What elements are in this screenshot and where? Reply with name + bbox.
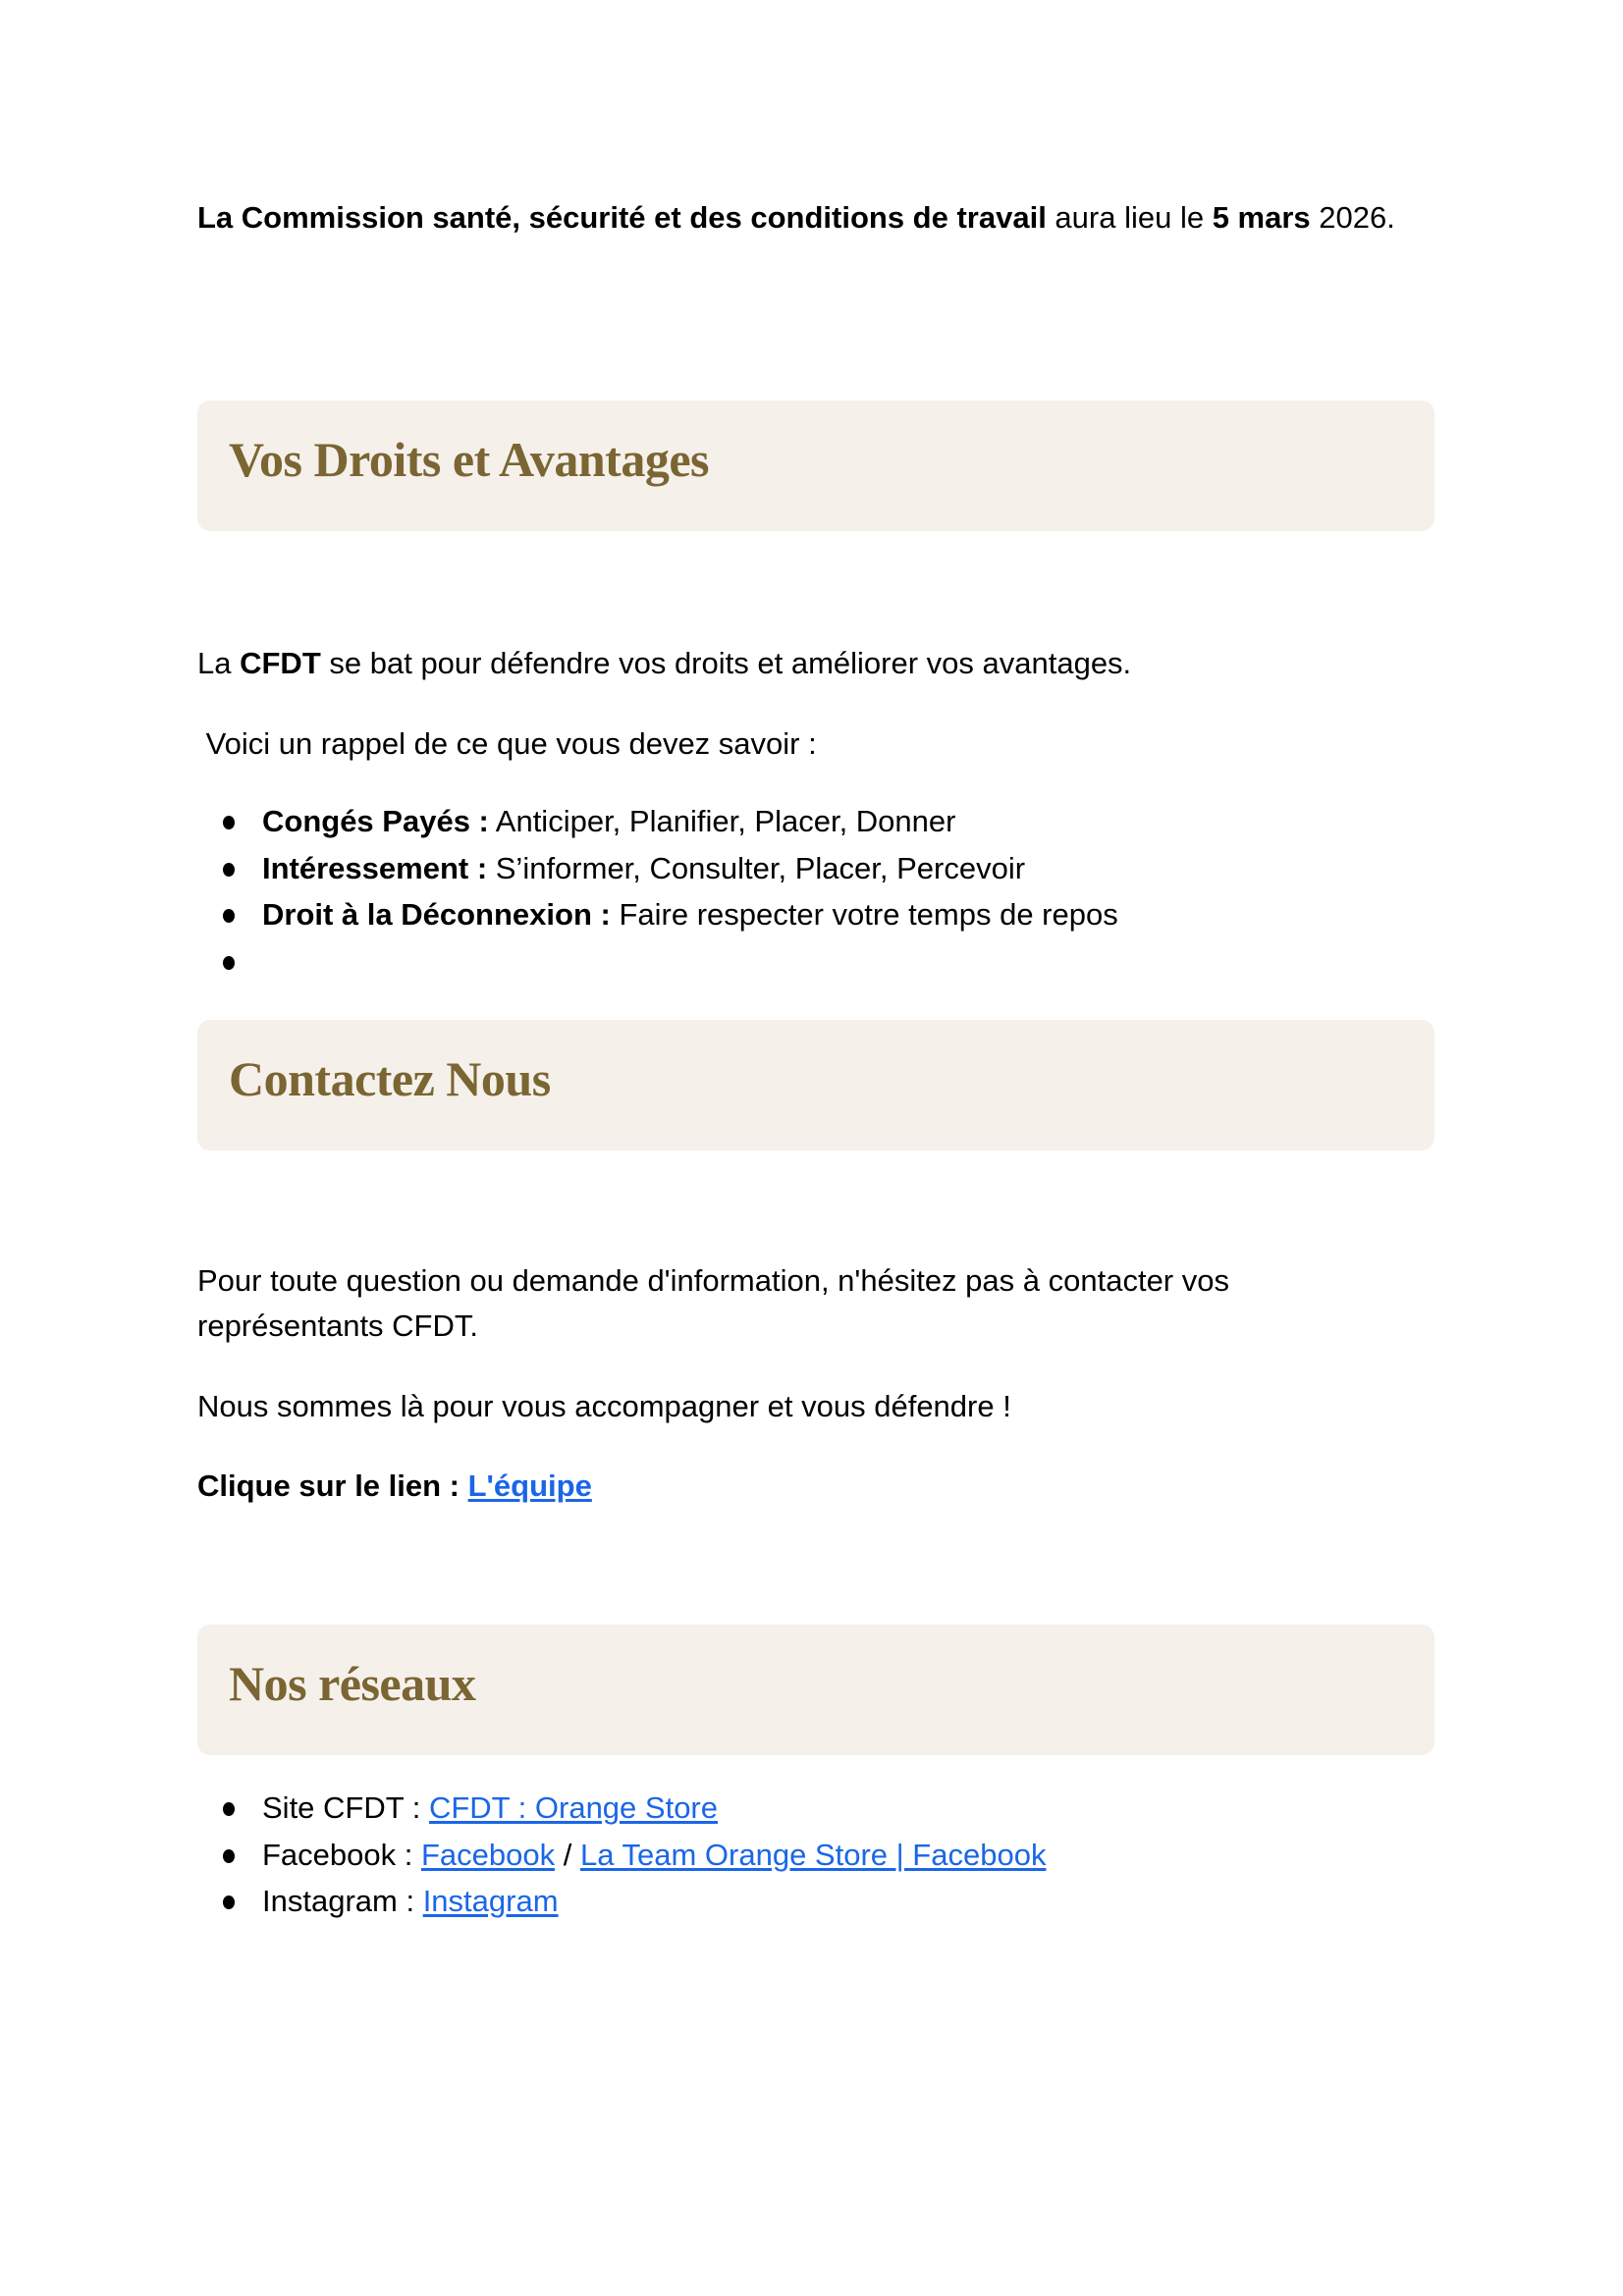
section-title-networks: Nos réseaux	[229, 1656, 476, 1711]
bullet-icon	[223, 1802, 235, 1816]
contact-paragraph-1: Pour toute question ou demande d'information, n'hésitez pas à contacter vos représentants CFDT.	[197, 1263, 1229, 1343]
list-item-instagram	[197, 1878, 1434, 1925]
list-item-text: S’informer, Consulter, Placer, Percevoir	[487, 850, 1026, 885]
link-separator: /	[555, 1837, 580, 1872]
section-header-rights	[197, 400, 1434, 531]
team-link[interactable]: L'équipe	[467, 1468, 592, 1503]
bullet-icon	[223, 1896, 235, 1909]
intro-mid-text: aura lieu le	[1046, 200, 1213, 235]
rights-intro-line	[197, 641, 1434, 686]
contact-paragraph-2: Nous sommes là pour vous accompagner et vous défendre !	[197, 1389, 1011, 1423]
contact-link-prefix: Clique sur le lien :	[197, 1468, 468, 1503]
team-orange-store-facebook-link[interactable]: La Team Orange Store | Facebook	[579, 1837, 1047, 1872]
rights-line1-prefix: La	[197, 646, 241, 680]
list-item-label: Site CFDT :	[262, 1790, 429, 1825]
list-item-site	[197, 1785, 1434, 1832]
bullet-icon	[223, 909, 235, 923]
list-item-interessement	[197, 845, 1434, 892]
list-item-conges	[197, 798, 1434, 845]
list-item-empty	[197, 938, 1434, 986]
list-item-deconnexion	[197, 891, 1434, 938]
rights-list	[197, 798, 1434, 985]
instagram-link[interactable]: Instagram	[422, 1884, 559, 1918]
section-header-networks	[197, 1625, 1434, 1755]
list-item-text: Faire respecter votre temps de repos	[610, 897, 1118, 932]
cfdt-orange-store-link[interactable]: CFDT : Orange Store	[428, 1790, 718, 1825]
contact-link-line	[197, 1464, 1434, 1509]
list-item-label: Instagram :	[262, 1884, 423, 1918]
intro-date: 5 mars	[1212, 200, 1311, 235]
list-item-text: Anticiper, Planifier, Placer, Donner	[488, 804, 956, 838]
list-item-label: Droit à la Déconnexion :	[262, 897, 611, 932]
section-title-rights: Vos Droits et Avantages	[229, 432, 709, 487]
facebook-link[interactable]: Facebook	[420, 1837, 556, 1872]
list-item-label: Congés Payés :	[262, 804, 489, 838]
list-item-label: Intéressement :	[262, 850, 488, 885]
rights-reminder-line: Voici un rappel de ce que vous devez savoir :	[197, 726, 817, 761]
bullet-icon	[223, 1849, 235, 1863]
list-item-label: Facebook :	[262, 1837, 421, 1872]
intro-tail-text: 2026.	[1310, 200, 1395, 235]
bullet-icon	[223, 863, 235, 877]
intro-bold-text: La Commission santé, sécurité et des conditions de travail	[197, 200, 1047, 235]
bullet-icon	[223, 956, 235, 970]
networks-list	[197, 1785, 1434, 1925]
rights-line1-suffix: se bat pour défendre vos droits et améliorer vos avantages.	[320, 646, 1132, 680]
intro-paragraph	[197, 195, 1434, 240]
section-title-contact: Contactez Nous	[229, 1051, 551, 1106]
bullet-icon	[223, 816, 235, 829]
section-header-contact	[197, 1020, 1434, 1150]
rights-line1-bold: CFDT	[240, 646, 321, 680]
list-item-facebook	[197, 1832, 1434, 1879]
